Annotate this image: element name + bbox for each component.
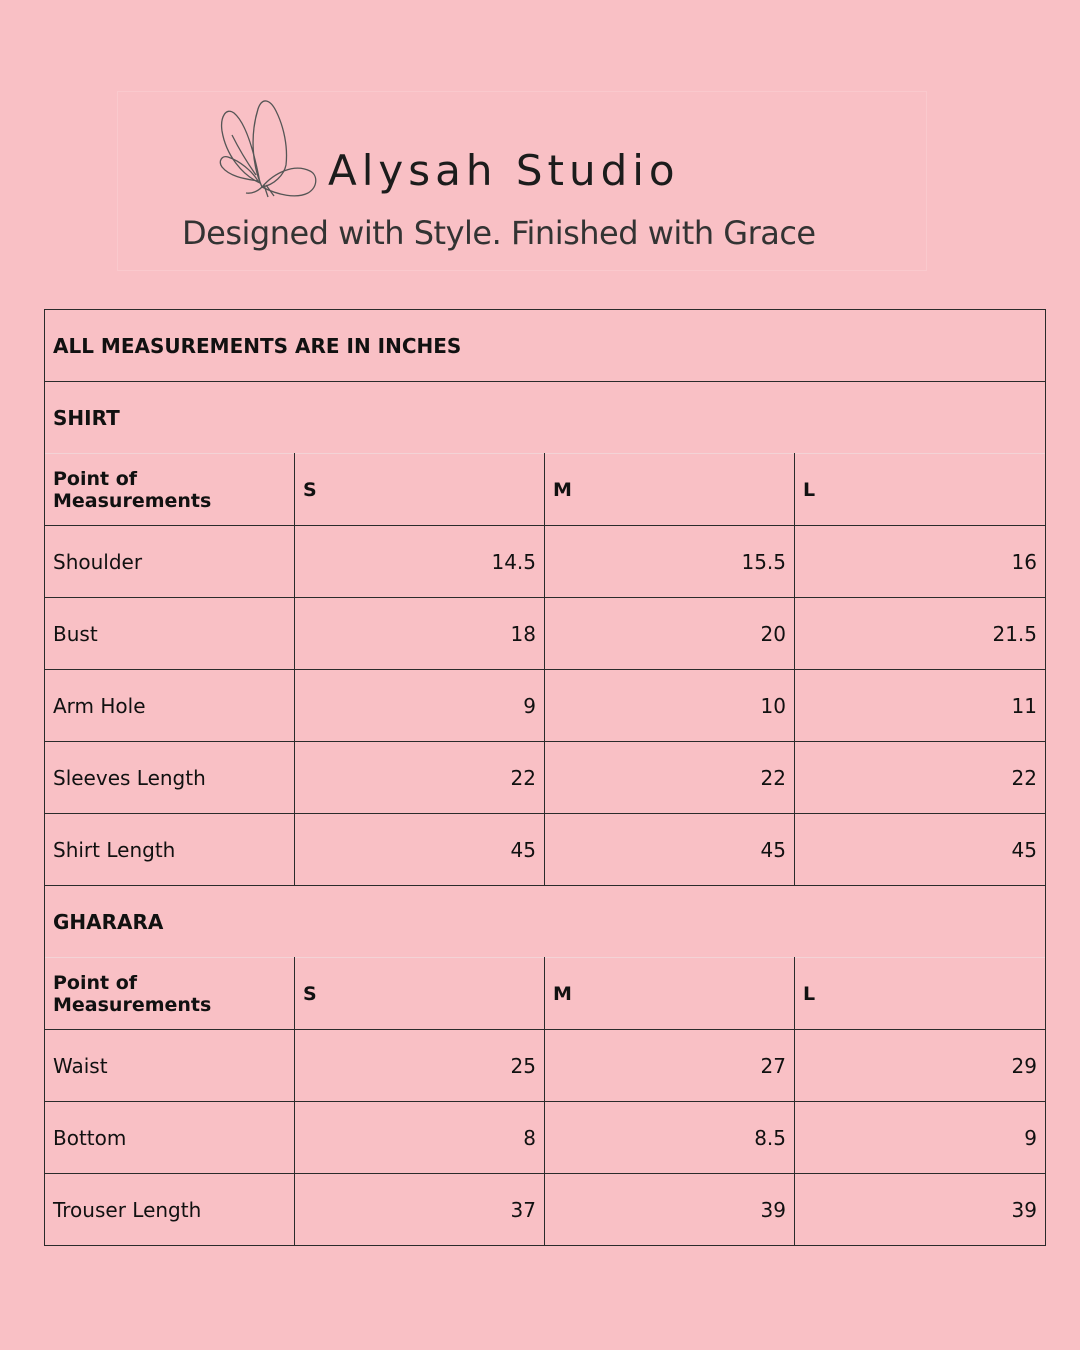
section-title-row bbox=[45, 382, 1046, 454]
table-row bbox=[45, 1030, 1046, 1102]
column-header-l: L bbox=[795, 454, 1046, 526]
section-title-shirt: SHIRT bbox=[45, 382, 1046, 454]
column-header-point: Point of Measurements bbox=[45, 958, 295, 1030]
cell-l: 21.5 bbox=[795, 598, 1046, 670]
table-row bbox=[45, 814, 1046, 886]
column-header-m: M bbox=[545, 454, 795, 526]
cell-l: 11 bbox=[795, 670, 1046, 742]
cell-m: 10 bbox=[545, 670, 795, 742]
size-chart-table bbox=[44, 309, 1046, 1246]
cell-m: 39 bbox=[545, 1174, 795, 1246]
cell-s: 22 bbox=[295, 742, 545, 814]
brand-name: Alysah Studio bbox=[328, 146, 680, 195]
banner-row bbox=[45, 310, 1046, 382]
section-title-gharara: GHARARA bbox=[45, 886, 1046, 958]
cell-s: 14.5 bbox=[295, 526, 545, 598]
table-row bbox=[45, 1102, 1046, 1174]
table-row bbox=[45, 1174, 1046, 1246]
cell-s: 37 bbox=[295, 1174, 545, 1246]
row-label: Bust bbox=[45, 598, 295, 670]
row-label: Waist bbox=[45, 1030, 295, 1102]
column-header-point: Point of Measurements bbox=[45, 454, 295, 526]
section-title-row bbox=[45, 886, 1046, 958]
cell-s: 45 bbox=[295, 814, 545, 886]
cell-l: 22 bbox=[795, 742, 1046, 814]
table-row bbox=[45, 742, 1046, 814]
table-row bbox=[45, 526, 1046, 598]
row-label: Bottom bbox=[45, 1102, 295, 1174]
cell-s: 8 bbox=[295, 1102, 545, 1174]
row-label: Sleeves Length bbox=[45, 742, 295, 814]
cell-m: 45 bbox=[545, 814, 795, 886]
row-label: Shirt Length bbox=[45, 814, 295, 886]
cell-m: 15.5 bbox=[545, 526, 795, 598]
row-label: Arm Hole bbox=[45, 670, 295, 742]
cell-s: 18 bbox=[295, 598, 545, 670]
column-header-l: L bbox=[795, 958, 1046, 1030]
brand-tagline: Designed with Style. Finished with Grace bbox=[182, 214, 816, 252]
row-label: Trouser Length bbox=[45, 1174, 295, 1246]
cell-l: 16 bbox=[795, 526, 1046, 598]
cell-s: 9 bbox=[295, 670, 545, 742]
column-header-s: S bbox=[295, 958, 545, 1030]
column-header-s: S bbox=[295, 454, 545, 526]
table-header-row bbox=[45, 454, 1046, 526]
cell-l: 9 bbox=[795, 1102, 1046, 1174]
table-header-row bbox=[45, 958, 1046, 1030]
cell-m: 22 bbox=[545, 742, 795, 814]
cell-s: 25 bbox=[295, 1030, 545, 1102]
table-row bbox=[45, 670, 1046, 742]
row-label: Shoulder bbox=[45, 526, 295, 598]
cell-l: 39 bbox=[795, 1174, 1046, 1246]
measurement-unit-banner: ALL MEASUREMENTS ARE IN INCHES bbox=[45, 310, 1046, 382]
cell-l: 29 bbox=[795, 1030, 1046, 1102]
cell-m: 27 bbox=[545, 1030, 795, 1102]
cell-m: 8.5 bbox=[545, 1102, 795, 1174]
cell-l: 45 bbox=[795, 814, 1046, 886]
table-row bbox=[45, 598, 1046, 670]
cell-m: 20 bbox=[545, 598, 795, 670]
column-header-m: M bbox=[545, 958, 795, 1030]
butterfly-logo-icon bbox=[212, 95, 324, 205]
